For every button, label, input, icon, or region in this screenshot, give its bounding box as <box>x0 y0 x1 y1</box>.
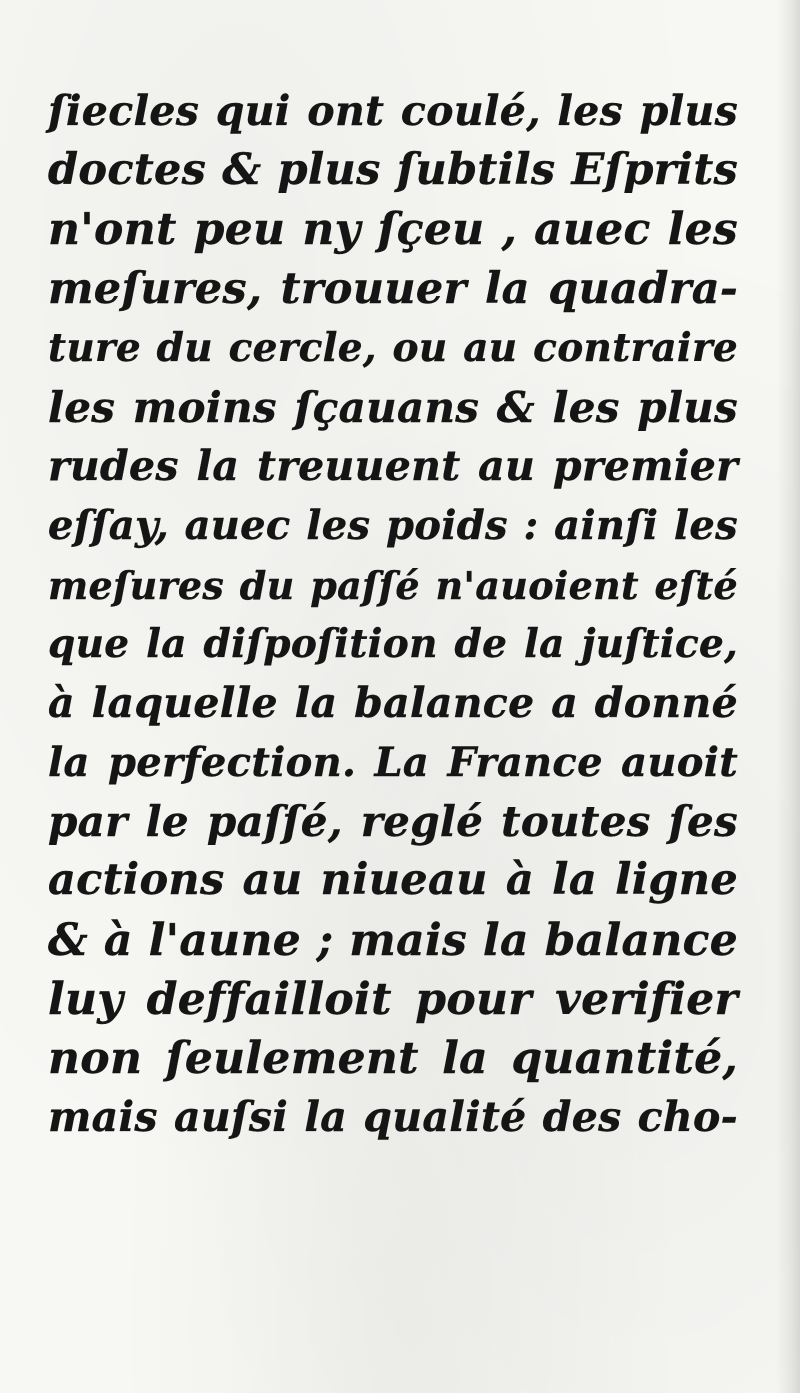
text-line: rudes la treuuent au premier <box>48 442 738 491</box>
text-line: luy deffailloit pour verifier <box>48 973 738 1025</box>
text-line: meſures du paſſé n'auoient eſté <box>48 562 738 608</box>
text-line: que la diſpoſition de la juſtice, <box>48 620 738 667</box>
text-line: mais auſsi la qualité des cho- <box>48 1093 738 1142</box>
text-line: par le paſſé, reglé toutes ſes <box>48 797 738 847</box>
text-line: les moins ſçauans & les plus <box>48 382 738 432</box>
text-line: & à l'aune ; mais la balance <box>48 914 738 966</box>
text-line: eſſay, auec les poids : ainſi les <box>48 502 738 550</box>
text-line: à laquelle la balance a donné <box>48 678 738 727</box>
text-line: actions au niueau à la ligne <box>48 855 738 906</box>
text-line: ture du cercle, ou au contraire <box>48 324 738 371</box>
text-line: non ſeulement la quantité, <box>48 1033 738 1084</box>
text-line: la perfection. La France auoit <box>48 739 738 787</box>
text-line: meſures, trouuer la quadra- <box>48 263 738 314</box>
page-edge-shadow <box>776 0 800 1393</box>
text-line: doctes & plus ſubtils Eſprits <box>48 145 738 196</box>
body-text <box>48 82 738 1147</box>
text-line: n'ont peu ny ſçeu , auec les <box>48 204 738 256</box>
text-line: ſiecles qui ont coulé, les plus <box>48 87 738 135</box>
